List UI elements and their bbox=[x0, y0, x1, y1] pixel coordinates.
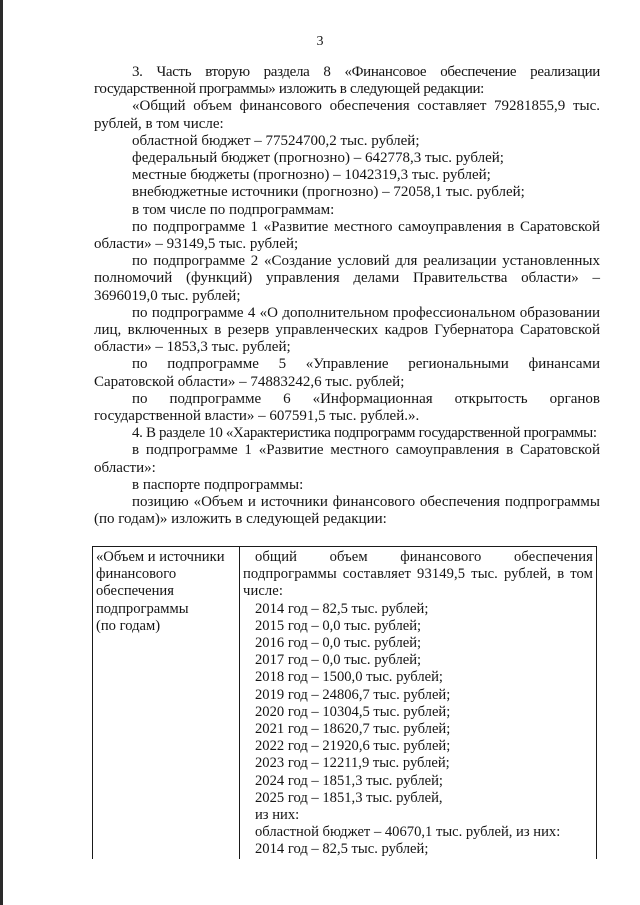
year-line: 2017 год – 0,0 тыс. рублей; bbox=[255, 652, 422, 669]
regional-year-line: 2014 год – 82,5 тыс. рублей; bbox=[255, 841, 429, 858]
document-body bbox=[94, 64, 600, 528]
year-line: 2014 год – 82,5 тыс. рублей; bbox=[255, 600, 429, 617]
label-line: финансового bbox=[96, 566, 177, 583]
paragraph-regional-budget: областной бюджет – 77524700,2 тыс. рублей; bbox=[132, 132, 420, 149]
table-row bbox=[93, 547, 597, 859]
paragraph-local-budgets: местные бюджеты (прогнозно) – 1042319,3 тыс. рублей; bbox=[132, 167, 491, 184]
paragraph-subprogram-4: по подпрограмме 4 «О дополнительном профессиональном образовании лиц, включенных в резерв управленческих кадров Губернатора Саратовской области» – 1853,3 тыс. рублей; bbox=[94, 304, 600, 356]
label-line: обеспечения bbox=[96, 583, 174, 600]
table-cell-content bbox=[240, 547, 597, 859]
paragraph-subprogram-5: по подпрограмме 5 «Управление региональными финансами Саратовской области» – 74883242,6 тыс. рублей; bbox=[94, 356, 600, 390]
year-line: 2022 год – 21920,6 тыс. рублей; bbox=[255, 738, 451, 755]
paragraph-item-3: 3. Часть вторую раздела 8 «Финансовое обеспечение реализации государственной программы» изложить в следующей редакции: bbox=[94, 64, 600, 98]
year-line: 2018 год – 1500,0 тыс. рублей; bbox=[255, 669, 443, 686]
paragraph-extrabudgetary: внебюджетные источники (прогнозно) – 72058,1 тыс. рублей; bbox=[132, 184, 525, 201]
scan-edge bbox=[0, 0, 3, 905]
paragraph-federal-budget: федеральный бюджет (прогнозно) – 642778,3 тыс. рублей; bbox=[132, 150, 504, 167]
funding-intro: общий объем финансового обеспечения подпрограммы составляет 93149,5 тыс. рублей, в том числе: bbox=[243, 549, 593, 600]
year-line: 2020 год – 10304,5 тыс. рублей; bbox=[255, 703, 451, 720]
paragraph-position-wording: позицию «Объем и источники финансового обеспечения подпрограммы (по годам)» изложить в следующей редакции: bbox=[94, 494, 600, 528]
funding-table bbox=[92, 546, 597, 859]
year-line: 2025 год – 1851,3 тыс. рублей, bbox=[255, 789, 443, 806]
label-line: «Объем и источники bbox=[96, 549, 225, 565]
year-line: 2021 год – 18620,7 тыс. рублей; bbox=[255, 721, 451, 738]
of-them-line: из них: bbox=[255, 807, 300, 824]
table-cell-label bbox=[93, 547, 240, 859]
paragraph-by-subprograms: в том числе по подпрограммам: bbox=[132, 201, 335, 218]
year-line: 2015 год – 0,0 тыс. рублей; bbox=[255, 617, 422, 634]
paragraph-in-subprogram-1: в подпрограмме 1 «Развитие местного самоуправления в Саратовской области»: bbox=[94, 442, 600, 476]
label-line: подпрограммы bbox=[96, 600, 189, 617]
paragraph-item-4: 4. В разделе 10 «Характеристика подпрограмм государственной программы: bbox=[132, 425, 597, 442]
paragraph-total-funding: «Общий объем финансового обеспечения составляет 79281855,9 тыс. рублей, в том числе: bbox=[94, 98, 600, 132]
label-line: (по годам) bbox=[96, 617, 161, 634]
paragraph-subprogram-2: по подпрограмме 2 «Создание условий для реализации установленных полномочий (функций) управления делами Правительства области» – 3696019,0 тыс. рублей; bbox=[94, 253, 600, 304]
year-line: 2023 год – 12211,9 тыс. рублей; bbox=[255, 755, 450, 772]
page-number: 3 bbox=[316, 34, 324, 49]
paragraph-subprogram-6: по подпрограмме 6 «Информационная открытость органов государственной власти» – 607591,5 тыс. рублей.». bbox=[94, 390, 600, 425]
year-line: 2019 год – 24806,7 тыс. рублей; bbox=[255, 686, 451, 703]
paragraph-in-passport: в паспорте подпрограммы: bbox=[132, 476, 304, 493]
regional-budget-line: областной бюджет – 40670,1 тыс. рублей, из них: bbox=[255, 824, 561, 841]
year-line: 2024 год – 1851,3 тыс. рублей; bbox=[255, 772, 443, 789]
paragraph-subprogram-1: по подпрограмме 1 «Развитие местного самоуправления в Саратовской области» – 93149,5 тыс. рублей; bbox=[94, 218, 600, 253]
year-line: 2016 год – 0,0 тыс. рублей; bbox=[255, 635, 422, 652]
